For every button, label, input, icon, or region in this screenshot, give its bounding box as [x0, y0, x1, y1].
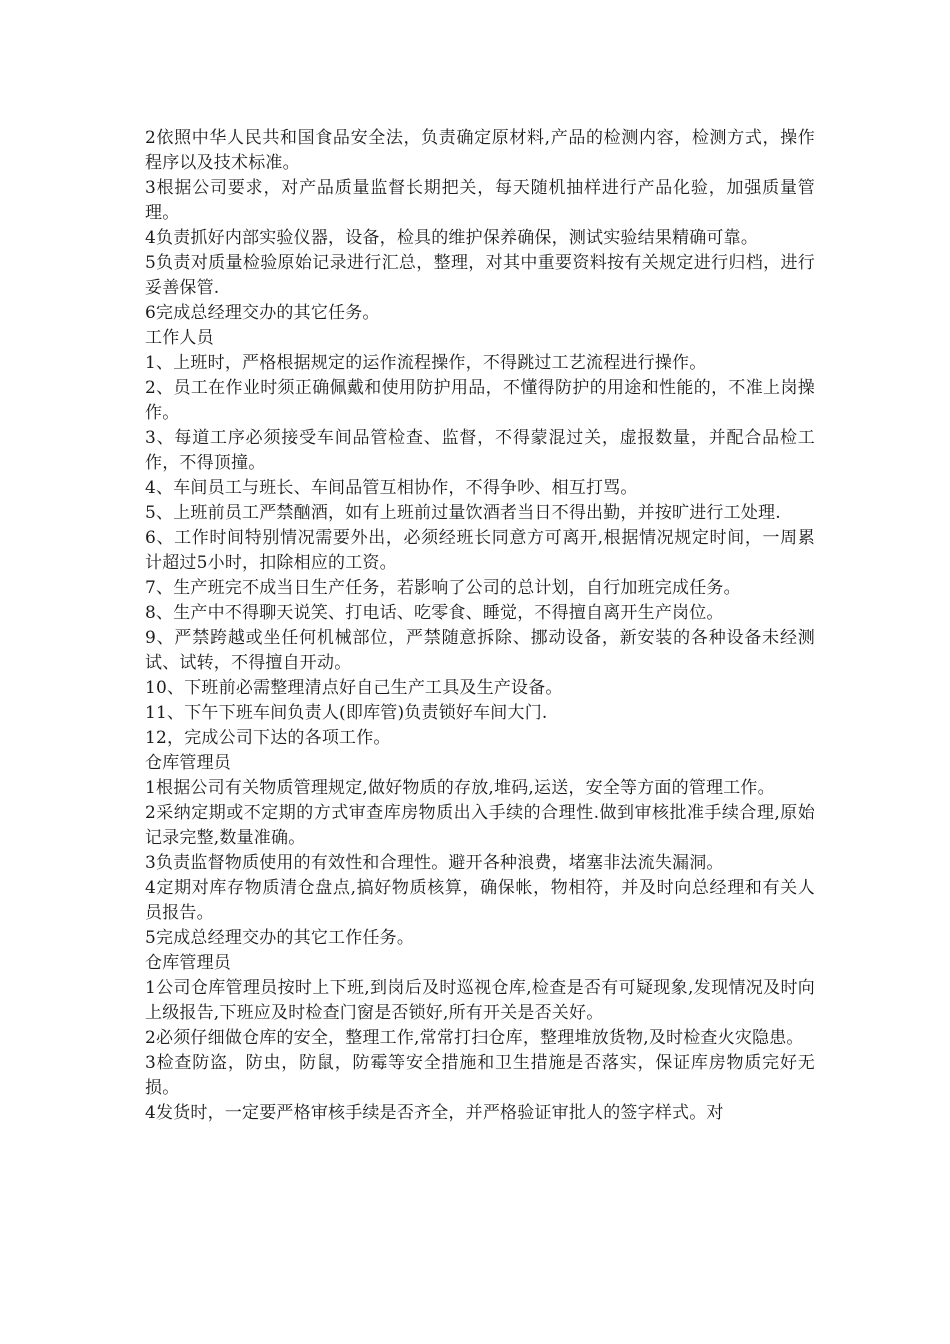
paragraph: 5、上班前员工严禁酗酒，如有上班前过量饮酒者当日不得出勤，并按旷进行工处理. [145, 503, 781, 523]
paragraph: 2必须仔细做仓库的安全，整理工作,常常打扫仓库，整理堆放货物,及时检查火灾隐患。 [145, 1028, 804, 1048]
paragraph: 7、生产班完不成当日生产任务，若影响了公司的总计划，自行加班完成任务。 [145, 578, 741, 598]
paragraph: 10、下班前必需整理清点好自己生产工具及生产设备。 [145, 678, 563, 698]
paragraph: 6、工作时间特别情况需要外出，必须经班长同意方可离开,根据情况规定时间，一周累计超过5小时，扣除相应的工资。 [145, 528, 815, 573]
paragraph: 12，完成公司下达的各项工作。 [145, 728, 391, 748]
paragraph: 8、生产中不得聊天说笑、打电话、吃零食、睡觉，不得擅自离开生产岗位。 [145, 603, 724, 623]
paragraph: 3根据公司要求，对产品质量监督长期把关，每天随机抽样进行产品化验，加强质量管理。 [145, 178, 815, 223]
paragraph: 1、上班时，严格根据规定的运作流程操作，不得跳过工艺流程进行操作。 [145, 353, 707, 373]
paragraph: 2依照中华人民共和国食品安全法，负责确定原材料,产品的检测内容，检测方式，操作程序以及技术标准。 [145, 128, 815, 173]
paragraph: 2采纳定期或不定期的方式审查库房物质出入手续的合理性.做到审核批准手续合理,原始记录完整,数量准确。 [145, 803, 815, 848]
paragraph: 5负责对质量检验原始记录进行汇总，整理，对其中重要资料按有关规定进行归档，进行妥善保管. [145, 253, 815, 298]
section-heading: 仓库管理员 [145, 953, 231, 973]
paragraph: 11、下午下班车间负责人(即库管)负责锁好车间大门. [145, 703, 548, 723]
paragraph: 9、严禁跨越或坐任何机械部位，严禁随意拆除、挪动设备，新安装的各种设备未经测试、试转，不得擅自开动。 [145, 628, 815, 673]
paragraph: 1根据公司有关物质管理规定,做好物质的存放,堆码,运送，安全等方面的管理工作。 [145, 778, 775, 798]
paragraph: 1公司仓库管理员按时上下班,到岗后及时巡视仓库,检查是否有可疑现象,发现情况及时向上级报告,下班应及时检查门窗是否锁好,所有开关是否关好。 [145, 978, 815, 1023]
paragraph: 4发货时，一定要严格审核手续是否齐全，并严格验证审批人的签字样式。对 [145, 1103, 724, 1123]
section-heading: 工作人员 [145, 328, 214, 348]
paragraph: 5完成总经理交办的其它工作任务。 [145, 928, 415, 948]
paragraph: 4负责抓好内部实验仪器，设备，检具的维护保养确保，测试实验结果精确可靠。 [145, 228, 759, 248]
paragraph: 6完成总经理交办的其它任务。 [145, 303, 380, 323]
paragraph: 4、车间员工与班长、车间品管互相协作，不得争吵、相互打骂。 [145, 478, 638, 498]
paragraph: 3检查防盗，防虫，防鼠，防霉等安全措施和卫生措施是否落实，保证库房物质完好无损。 [145, 1053, 815, 1098]
paragraph: 2、员工在作业时须正确佩戴和使用防护用品，不懂得防护的用途和性能的，不准上岗操作。 [145, 378, 815, 423]
document-body [145, 126, 815, 1126]
section-heading: 仓库管理员 [145, 753, 231, 773]
paragraph: 3、每道工序必须接受车间品管检查、监督，不得蒙混过关，虚报数量，并配合品检工作，不得顶撞。 [145, 428, 815, 473]
paragraph: 4定期对库存物质清仓盘点,搞好物质核算，确保帐，物相符，并及时向总经理和有关人员报告。 [145, 878, 815, 923]
paragraph: 3负责监督物质使用的有效性和合理性。避开各种浪费，堵塞非法流失漏洞。 [145, 853, 724, 873]
